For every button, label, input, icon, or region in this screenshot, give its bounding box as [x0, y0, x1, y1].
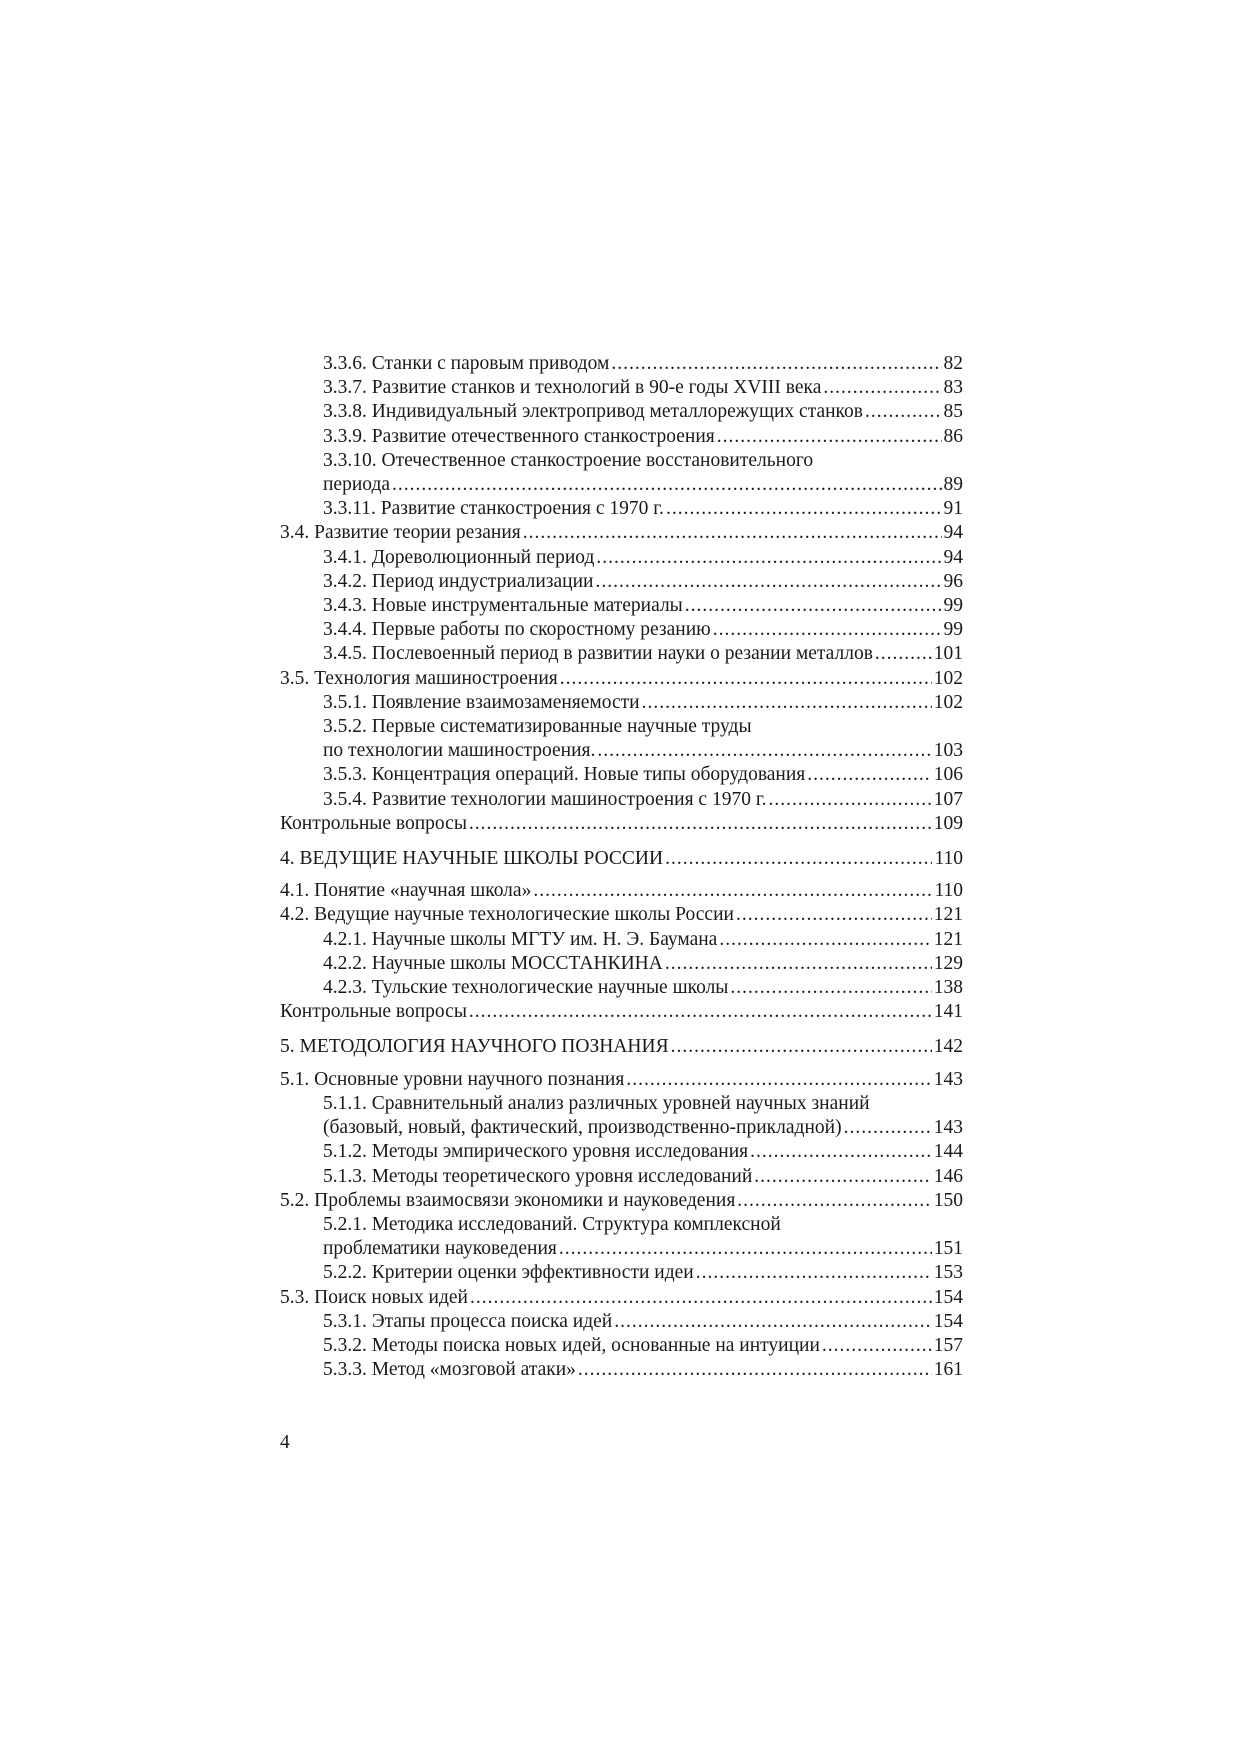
toc-entry-title: проблематики науковедения	[323, 1238, 557, 1260]
toc-entry-title: 4.1. Понятие «научная школа»	[280, 880, 532, 902]
toc-entry-page: 91	[943, 498, 963, 520]
dot-leader	[597, 739, 931, 763]
toc-entry-page: 153	[933, 1262, 963, 1284]
dot-leader	[578, 1358, 932, 1382]
toc-entry[interactable]	[280, 788, 963, 812]
toc-entry[interactable]	[280, 812, 963, 836]
dot-leader	[875, 642, 932, 666]
table-of-contents	[280, 352, 963, 1382]
toc-entry-title: 5.1. Основные уровни научного познания	[280, 1068, 625, 1090]
toc-entry-line: 5.1.1. Сравнительный анализ различных уровней научных знаний	[323, 1092, 870, 1114]
toc-entry-page: 143	[933, 1117, 963, 1139]
toc-entry-title: 5. МЕТОДОЛОГИЯ НАУЧНОГО ПОЗНАНИЯ	[280, 1036, 669, 1058]
dot-leader	[844, 1116, 932, 1140]
toc-entry[interactable]	[280, 570, 963, 594]
dot-leader	[696, 1261, 932, 1285]
toc-entry[interactable]	[280, 594, 963, 618]
toc-entry-page: 157	[933, 1334, 963, 1356]
toc-entry-title: 3.3.11. Развитие станкостроения с 1970 г.	[323, 498, 664, 520]
toc-entry[interactable]	[280, 763, 963, 787]
dot-leader	[736, 903, 932, 927]
toc-entry-page: 107	[933, 788, 963, 810]
toc-entry[interactable]	[280, 425, 963, 449]
toc-entry-page: 146	[933, 1165, 963, 1187]
toc-entry-page: 103	[933, 740, 963, 762]
toc-entry[interactable]	[280, 739, 963, 763]
toc-entry-title: 3.4.2. Период индустриализации	[323, 570, 594, 592]
toc-entry-title: 3.4.5. Послевоенный период в развитии науки о резании металлов	[323, 643, 873, 665]
toc-entry-page: 106	[933, 764, 963, 786]
toc-entry[interactable]	[280, 1261, 963, 1285]
toc-entry-title: 4.2.1. Научные школы МГТУ им. Н. Э. Баумана	[323, 928, 718, 950]
toc-entry-page: 129	[933, 952, 963, 974]
dot-leader	[595, 570, 941, 594]
toc-entry-title: 3.4.1. Дореволюционный период	[323, 546, 595, 568]
dot-leader	[642, 691, 932, 715]
toc-entry-page: 151	[933, 1238, 963, 1260]
toc-entry[interactable]	[280, 952, 963, 976]
dot-leader	[626, 1068, 931, 1092]
toc-entry-page: 102	[933, 691, 963, 713]
toc-entry-page: 99	[943, 595, 963, 617]
dot-leader	[533, 879, 932, 903]
toc-entry-page: 110	[934, 880, 963, 902]
toc-entry[interactable]	[280, 1068, 963, 1092]
toc-entry[interactable]	[280, 847, 963, 871]
toc-entry[interactable]	[280, 376, 963, 400]
toc-entry-title: 5.3. Поиск новых идей	[280, 1286, 468, 1308]
dot-leader	[713, 618, 942, 642]
toc-entry-title: 3.5. Технология машиностроения	[280, 667, 558, 689]
toc-entry-page: 99	[943, 619, 963, 641]
toc-entry-page: 143	[933, 1068, 963, 1090]
toc-entry-title: 4.2.2. Научные школы МОССТАНКИНА	[323, 952, 663, 974]
dot-leader	[469, 812, 932, 836]
dot-leader	[614, 1310, 932, 1334]
toc-entry-title: 3.5.4. Развитие технологии машиностроения с 1970 г.	[323, 788, 767, 810]
toc-entry-page: 144	[933, 1141, 963, 1163]
toc-entry-page: 141	[933, 1001, 963, 1023]
toc-entry[interactable]	[280, 691, 963, 715]
toc-entry-title: 5.1.3. Методы теоретического уровня исследований	[323, 1165, 753, 1187]
toc-entry-page: 142	[933, 1036, 963, 1058]
toc-entry-page: 94	[943, 546, 963, 568]
toc-entry-page: 121	[933, 904, 963, 926]
toc-entry-title: 3.3.6. Станки с паровым приводом	[323, 353, 610, 374]
section-gap	[280, 1060, 963, 1068]
dot-leader	[392, 473, 941, 497]
dot-leader	[665, 952, 932, 976]
dot-leader	[666, 497, 942, 521]
dot-leader	[754, 1165, 931, 1189]
toc-entry[interactable]	[280, 1116, 963, 1140]
dot-leader	[611, 352, 941, 376]
toc-entry-page: 96	[943, 570, 963, 592]
toc-entry-title: 5.2.2. Критерии оценки эффективности идеи	[323, 1262, 694, 1284]
toc-entry-title: 3.3.9. Развитие отечественного станкостроения	[323, 425, 715, 447]
toc-entry-page: 89	[943, 474, 963, 496]
toc-entry[interactable]	[280, 1035, 963, 1059]
toc-entry[interactable]	[280, 618, 963, 642]
toc-entry[interactable]	[280, 1334, 963, 1358]
toc-entry-title: периода	[323, 474, 391, 496]
toc-entry-page: 138	[933, 977, 963, 999]
dot-leader	[559, 1237, 932, 1261]
dot-leader	[470, 1286, 932, 1310]
dot-leader	[560, 667, 932, 691]
toc-entry[interactable]	[280, 521, 963, 545]
toc-entry[interactable]	[280, 976, 963, 1000]
toc-entry-line: 5.2.1. Методика исследований. Структура комплексной	[323, 1213, 781, 1235]
toc-entry[interactable]	[280, 546, 963, 570]
toc-entry[interactable]	[280, 642, 963, 666]
toc-entry[interactable]	[280, 1286, 963, 1310]
toc-entry-title: по технологии машиностроения.	[323, 740, 596, 762]
toc-entry-title: 5.3.2. Методы поиска новых идей, основанные на интуиции	[323, 1334, 820, 1356]
toc-entry-page: 83	[943, 377, 963, 399]
dot-leader	[807, 763, 931, 787]
toc-entry-title: 3.5.1. Появление взаимозаменяемости	[323, 691, 640, 713]
dot-leader	[719, 928, 931, 952]
toc-entry-title: 5.1.2. Методы эмпирического уровня исследования	[323, 1141, 749, 1163]
dot-leader	[523, 521, 942, 545]
toc-entry-title: 3.4.3. Новые инструментальные материалы	[323, 595, 683, 617]
toc-entry-title: 5.3.1. Этапы процесса поиска идей	[323, 1310, 613, 1332]
toc-entry[interactable]	[280, 1237, 963, 1261]
toc-entry-line: 3.3.10. Отечественное станкостроение восстановительного	[323, 449, 814, 471]
toc-entry-page: 82	[943, 353, 963, 374]
section-gap	[280, 871, 963, 879]
toc-entry-title: (базовый, новый, фактический, производственно-прикладной)	[323, 1117, 842, 1139]
toc-entry[interactable]	[280, 1165, 963, 1189]
toc-entry[interactable]	[280, 1189, 963, 1213]
dot-leader	[769, 788, 932, 812]
dot-leader	[665, 847, 932, 871]
toc-entry-title: Контрольные вопросы	[280, 1001, 467, 1023]
toc-entry[interactable]	[280, 352, 963, 376]
toc-entry-title: 3.3.7. Развитие станков и технологий в 90-е годы XVIII века	[323, 377, 822, 399]
toc-entry[interactable]	[280, 903, 963, 927]
toc-entry-page: 85	[943, 401, 963, 423]
toc-entry[interactable]	[280, 473, 963, 497]
toc-entry-page: 154	[933, 1286, 963, 1308]
toc-entry[interactable]	[280, 667, 963, 691]
toc-entry[interactable]	[280, 400, 963, 424]
toc-entry[interactable]	[280, 497, 963, 521]
toc-entry-page: 94	[943, 522, 963, 544]
dot-leader	[469, 1000, 932, 1024]
toc-entry-page: 154	[933, 1310, 963, 1332]
toc-entry-title: 4.2. Ведущие научные технологические школы России	[280, 904, 734, 926]
toc-entry-page: 150	[933, 1189, 963, 1211]
toc-entry[interactable]	[280, 1310, 963, 1334]
toc-entry-page: 121	[933, 928, 963, 950]
dot-leader	[730, 976, 931, 1000]
toc-entry-title: 4.2.3. Тульские технологические научные школы	[323, 977, 729, 999]
toc-entry-page: 86	[943, 425, 963, 447]
dot-leader	[737, 1189, 931, 1213]
toc-entry-page: 101	[933, 643, 963, 665]
dot-leader	[717, 425, 942, 449]
dot-leader	[865, 400, 942, 424]
toc-entry-title: 5.3.3. Метод «мозговой атаки»	[323, 1359, 576, 1381]
toc-entry[interactable]	[280, 1000, 963, 1024]
page-number: 4	[280, 1432, 290, 1453]
dot-leader	[671, 1035, 932, 1059]
toc-entry-title: 3.4. Развитие теории резания	[280, 522, 521, 544]
toc-entry-title: 3.5.3. Концентрация операций. Новые типы оборудования	[323, 764, 806, 786]
toc-entry-title: 5.2. Проблемы взаимосвязи экономики и науковедения	[280, 1189, 736, 1211]
dot-leader	[750, 1140, 932, 1164]
section-gap	[280, 836, 963, 847]
toc-entry[interactable]	[280, 1140, 963, 1164]
toc-entry[interactable]	[280, 879, 963, 903]
toc-entry-title: 4. ВЕДУЩИЕ НАУЧНЫЕ ШКОЛЫ РОССИИ	[280, 848, 664, 870]
dot-leader	[823, 376, 941, 400]
dot-leader	[596, 546, 941, 570]
toc-entry-page: 161	[933, 1359, 963, 1381]
toc-entry-title: Контрольные вопросы	[280, 812, 467, 834]
toc-entry[interactable]	[280, 928, 963, 952]
toc-entry-title: 3.4.4. Первые работы по скоростному резанию	[323, 619, 711, 641]
toc-entry[interactable]	[280, 1358, 963, 1382]
toc-entry-page: 102	[933, 667, 963, 689]
toc-entry-line: 3.5.2. Первые систематизированные научные труды	[323, 716, 752, 738]
toc-entry-title: 3.3.8. Индивидуальный электропривод металлорежущих станков	[323, 401, 863, 423]
dot-leader	[822, 1334, 932, 1358]
dot-leader	[685, 594, 942, 618]
toc-entry-page: 110	[934, 848, 963, 870]
toc-entry-page: 109	[933, 812, 963, 834]
section-gap	[280, 1024, 963, 1035]
